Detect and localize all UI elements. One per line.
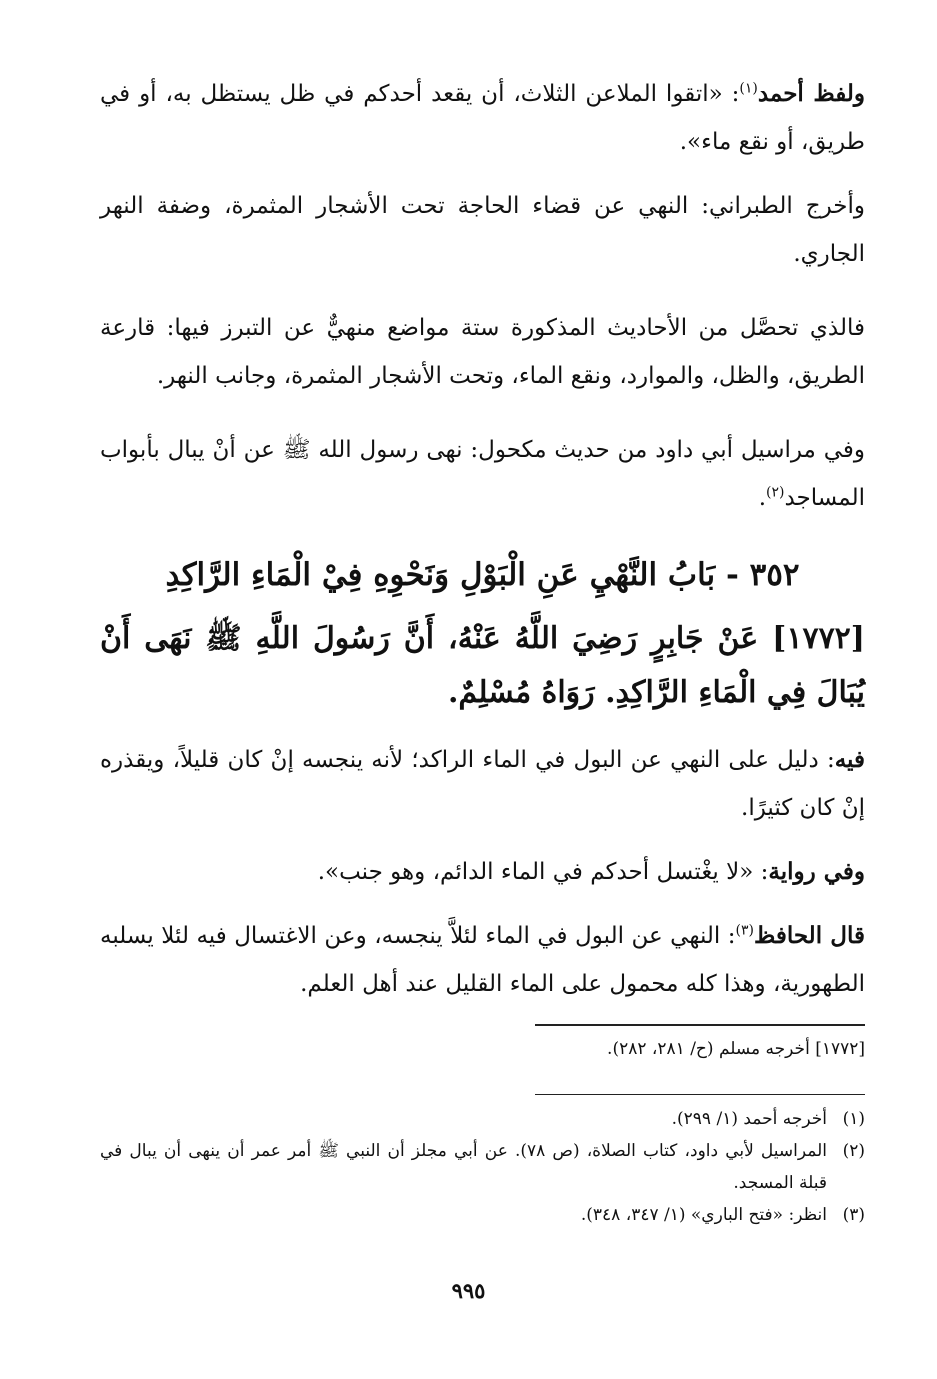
paragraph-tabarani bbox=[100, 182, 865, 278]
commentary-riwaya bbox=[100, 848, 865, 896]
footnote-text: المراسيل لأبي داود، كتاب الصلاة، (ص ٧٨). عن أبي مجلز أن النبي ﷺ أمر عمر أن ينهى أن يبال في قبلة المسجد. bbox=[100, 1141, 827, 1193]
footnote-ref-2: (٢) bbox=[766, 484, 785, 501]
commentary-text: : دليل على النهي عن البول في الماء الراكد؛ لأنه ينجسه إنْ كان قليلاً، ويقذره إنْ كان كثيرًا. bbox=[100, 747, 865, 821]
commentary-text: : «لا يغْتسل أحدكم في الماء الدائم، وهو جنب». bbox=[317, 859, 769, 885]
footnote-2 bbox=[100, 1135, 865, 1199]
footnote-3 bbox=[100, 1199, 865, 1231]
takhrij-divider bbox=[535, 1024, 865, 1026]
page-number: ٩٩٥ bbox=[451, 1278, 486, 1303]
footnote-number: (٣) bbox=[842, 1205, 865, 1225]
footnote-number: (١) bbox=[842, 1109, 865, 1129]
footnotes-divider bbox=[535, 1094, 865, 1095]
chapter-heading: ٣٥٢ - بَابُ النَّهْيِ عَنِ الْبَوْلِ وَنَحْوِهِ فِيْ الْمَاءِ الرَّاكِدِ bbox=[165, 557, 800, 593]
paragraph-text: : «اتقوا الملاعن الثلاث، أن يقعد أحدكم في ظل يستظل به، أو في طريق، أو نقع ماء». bbox=[100, 81, 865, 155]
footnote-text: انظر: «فتح الباري» (١/ ٣٤٧، ٣٤٨). bbox=[580, 1205, 827, 1225]
paragraph-text-end: . bbox=[758, 485, 767, 511]
page-body bbox=[100, 70, 865, 1231]
commentary-lead: فيه bbox=[834, 746, 865, 773]
paragraph-text: فالذي تحصَّل من الأحاديث المذكورة ستة مواضع منهيٌّ عن التبرز فيها: قارعة الطريق، والظل، والموارد، ونقع الماء، وتحت الأشجار المثمرة، وجانب النهر. bbox=[100, 315, 865, 389]
paragraph-six-places bbox=[100, 304, 865, 400]
commentary-lead: قال الحافظ bbox=[754, 922, 865, 949]
footnote-text: أخرجه أحمد (١/ ٢٩٩). bbox=[671, 1109, 827, 1129]
paragraph-lead: ولفظ أحمد bbox=[757, 80, 865, 107]
commentary-lead: وفي رواية bbox=[768, 858, 865, 885]
commentary-text: : النهي عن البول في الماء لئلاَّ ينجسه، وعن الاغتسال فيه لئلا يسلبه الطهورية، وهذا كله محمول على الماء القليل عند أهل العلم. bbox=[100, 923, 865, 997]
footnote-ref-1: (١) bbox=[739, 80, 758, 97]
paragraph-ahmad-wording bbox=[100, 70, 865, 166]
footnote-1 bbox=[100, 1103, 865, 1135]
commentary-hafiz bbox=[100, 912, 865, 1008]
paragraph-marasil bbox=[100, 426, 865, 522]
paragraph-text: وفي مراسيل أبي داود من حديث مكحول: نهى رسول الله ﷺ عن أنْ يبال بأبواب المساجد bbox=[100, 437, 865, 511]
commentary-fihi bbox=[100, 736, 865, 832]
footnote-ref-3: (٣) bbox=[735, 922, 754, 939]
hadith-text: [١٧٧٢] عَنْ جَابِرٍ رَضِيَ اللَّهُ عَنْهُ، أَنَّ رَسُولَ اللَّهِ ﷺ نَهَى أَنْ يُبَالَ فِي الْمَاءِ الرَّاكِدِ. رَوَاهُ مُسْلِمٌ. bbox=[100, 621, 865, 710]
footnote-number: (٢) bbox=[842, 1141, 865, 1161]
takhrij-note: [١٧٧٢] أخرجه مسلم (ح/ ٢٨١، ٢٨٢). bbox=[607, 1039, 865, 1059]
paragraph-text: وأخرج الطبراني: النهي عن قضاء الحاجة تحت الأشجار المثمرة، وضفة النهر الجاري. bbox=[100, 193, 865, 267]
